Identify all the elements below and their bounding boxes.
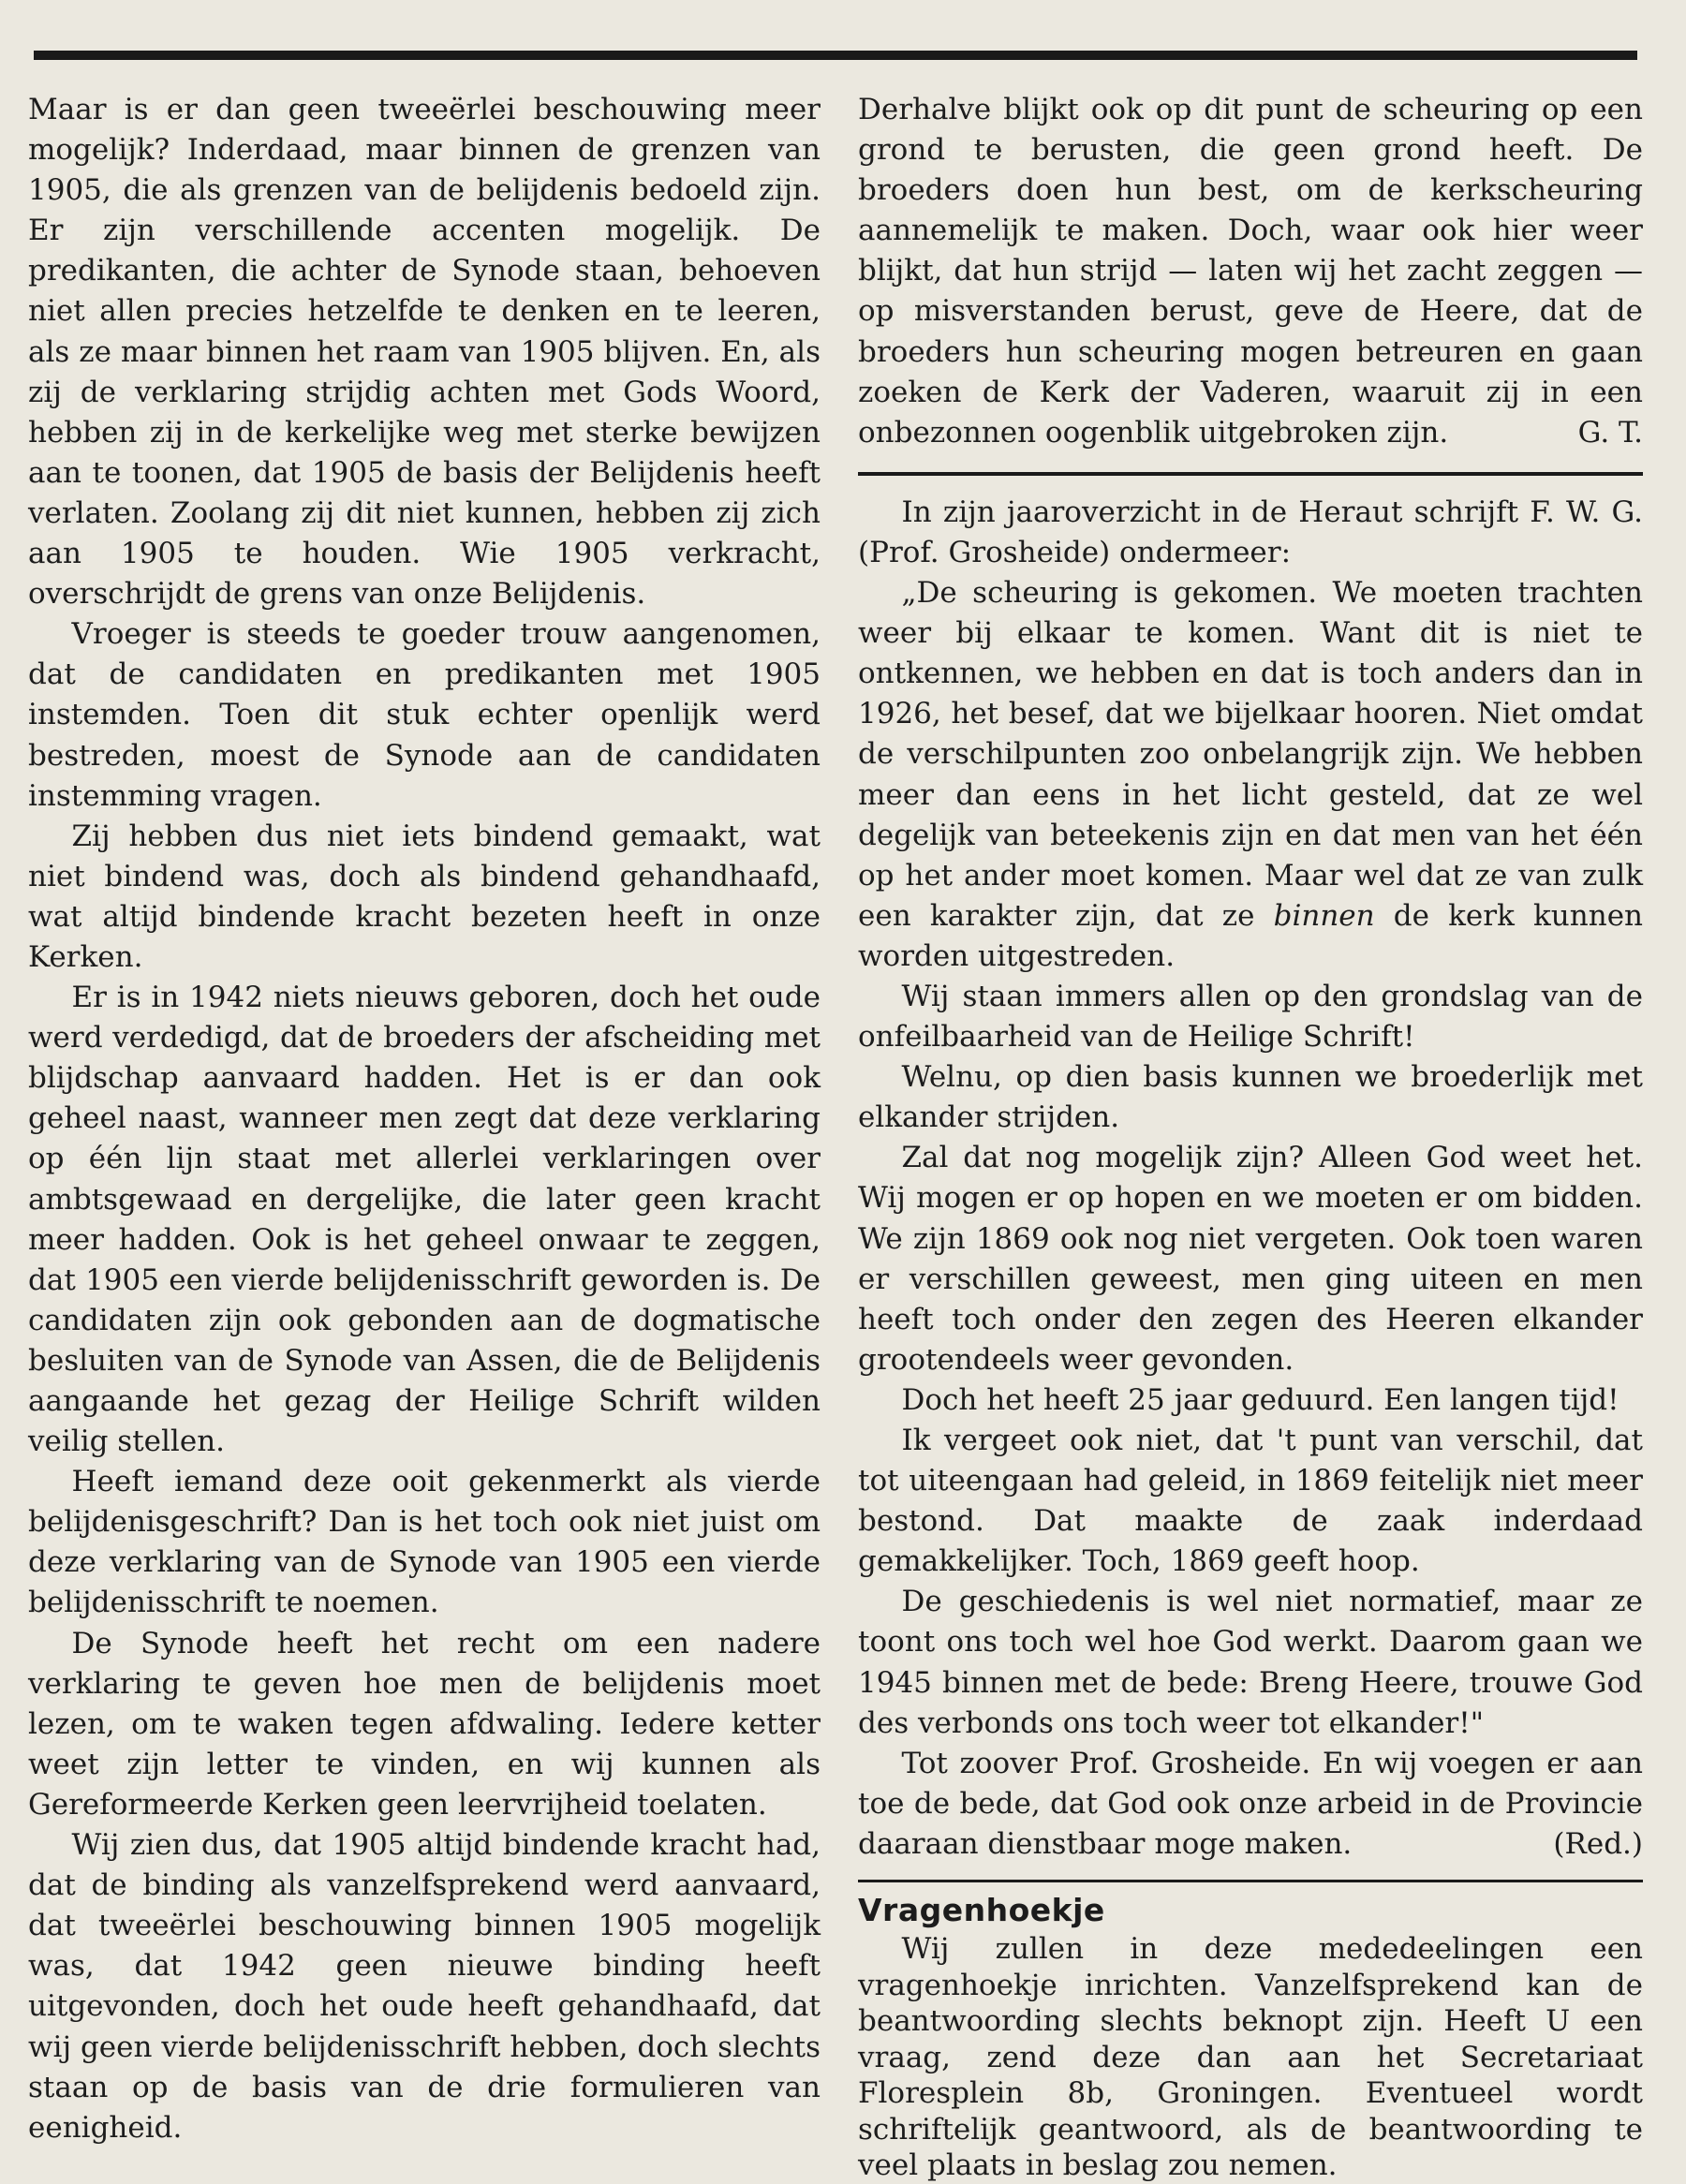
quote-text-tail: de kerk kunnen worden uitgestreden.	[858, 898, 1644, 973]
section-divider	[858, 1880, 1643, 1882]
paragraph	[858, 1744, 1643, 1865]
paragraph: Er is in 1942 niets nieuws geboren, doch het oude werd verdedigd, dat de broeders der afscheiding met blijdschap aanvaard hadden. Het is er dan ook geheel naast, wanneer men zegt dat deze verklaring op één lijn staat met allerlei verklaringen over ambtsgewaad en dergelijke, die later geen kracht meer hadden. Ook is het geheel onwaar te zeggen, dat 1905 een vierde belijdenisschrift geworden is. De candidaten zijn ook gebonden aan de dogmatische besluiten van de Synode van Assen, die de Belijdenis aangaande het gezag der Heilige Schrift wilden veilig stellen.	[28, 981, 821, 1459]
paragraph: Heeft iemand deze ooit gekenmerkt als vierde belijdenisgeschrift? Dan is het toch ook niet juist om deze verklaring van de Synode van 1905 een vierde belijdenisschrift te noemen.	[28, 1465, 821, 1620]
quote-paragraph: De geschiedenis is wel niet normatief, maar ze toont ons toch wel hoe God werkt. Daarom gaan we 1945 binnen met de bede: Breng Heere, trouwe God des verbonds ons toch weer tot elkander!"	[858, 1585, 1643, 1740]
right-column	[858, 90, 1643, 2184]
paragraph-text: Derhalve blijkt ook op dit punt de scheuring op een grond te berusten, die geen grond heeft. De broeders doen hun best, om de kerkscheuring aannemelijk te maken. Doch, waar ook hier weer blijkt, dat hun strijd — laten wij het zacht zeggen — op misverstanden berust, geve de Heere, dat de broeders hun scheuring mogen betreuren en gaan zoeken de Kerk der Vaderen, waaruit zij in een onbezonnen oogenblik uitgebroken zijn.	[858, 93, 1643, 450]
paragraph: Vroeger is steeds te goeder trouw aangenomen, dat de candidaten en predikanten met 1905 instemden. Toen dit stuk echter openlijk werd bestreden, moest de Synode aan de candidaten instemming vragen.	[28, 617, 821, 813]
quote-paragraph: Welnu, op dien basis kunnen we broederlijk met elkander strijden.	[858, 1060, 1643, 1135]
paragraph: In zijn jaaroverzicht in de Heraut schrijft F. W. G. (Prof. Grosheide) ondermeer:	[858, 494, 1643, 569]
paragraph-text: Tot zoover Prof. Grosheide. En wij voegen er aan toe de bede, dat God ook onze arbeid in de Provincie daaraan dienstbaar moge maken.	[858, 1746, 1643, 1861]
paragraph	[858, 90, 1643, 453]
paragraph: Zij hebben dus niet iets bindend gemaakt, wat niet bindend was, doch als bindend gehandhaafd, wat altijd bindende kracht bezeten heeft in onze Kerken.	[28, 819, 821, 974]
quote-paragraph	[858, 573, 1643, 977]
left-column	[28, 90, 821, 2148]
paragraph: Wij zien dus, dat 1905 altijd bindende kracht had, dat de binding als vanzelfsprekend werd aanvaard, dat tweeërlei beschouwing binnen 1905 mogelijk was, dat 1942 geen nieuwe binding heeft uitgevonden, doch het oude heeft gehandhaafd, dat wij geen vierde belijdenisschrift hebben, doch slechts staan op de basis van de drie formulieren van eenigheid.	[28, 1828, 821, 2145]
quote-text: „De scheuring is gekomen. We moeten trachten weer bij elkaar te komen. Want dit is niet te ontkennen, we hebben en dat is toch anders dan in 1926, het besef, dat we bijelkaar hooren. Niet omdat de verschilpunten zoo onbelangrijk zijn. We hebben meer dan eens in het licht gesteld, dat ze wel degelijk van beteekenis zijn en dat men van het één op het ander moet komen. Maar wel dat ze van zulk een karakter zijn, dat ze	[858, 576, 1643, 933]
quote-paragraph: Wij staan immers allen op den grondslag van de onfeilbaarheid van de Heilige Schrift!	[858, 979, 1643, 1055]
paragraph: Maar is er dan geen tweeërlei beschouwing meer mogelijk? Inderdaad, maar binnen de grenzen van 1905, die als grenzen van de belijdenis bedoeld zijn. Er zijn verschillende accenten mogelijk. De predikanten, die achter de Synode staan, behoeven niet allen precies hetzelfde te denken en te leeren, als ze maar binnen het raam van 1905 blijven. En, als zij de verklaring strijdig achten met Gods Woord, hebben zij in de kerkelijke weg met sterke bewijzen aan te toonen, dat 1905 de basis der Belijdenis heeft verlaten. Zoolang zij dit niet kunnen, hebben zij zich aan 1905 te houden. Wie 1905 verkracht, overschrijdt de grens van onze Belijdenis.	[28, 93, 821, 612]
top-rule	[34, 51, 1637, 60]
section-divider	[858, 472, 1643, 476]
editor-signature: (Red.)	[1553, 1826, 1643, 1861]
author-signature: G. T.	[1577, 415, 1643, 450]
quote-paragraph: Zal dat nog mogelijk zijn? Alleen God weet het. Wij mogen er op hopen en we moeten er om bidden. We zijn 1869 ook nog niet vergeten. Ook toen waren er verschillen geweest, men ging uiteen en men heeft toch onder den zegen des Heeren elkander grootendeels weer gevonden.	[858, 1141, 1643, 1377]
emphasis-text: binnen	[1273, 898, 1375, 933]
quote-paragraph: Ik vergeet ook niet, dat 't punt van verschil, dat tot uiteengaan had geleid, in 1869 feitelijk niet meer bestond. Dat maakte de zaak inderdaad gemakkelijker. Toch, 1869 geeft hoop.	[858, 1424, 1643, 1579]
section-heading: Vragenhoekje	[858, 1892, 1105, 1929]
quote-paragraph: Doch het heeft 25 jaar geduurd. Een langen tijd!	[901, 1382, 1619, 1417]
paragraph: De Synode heeft het recht om een nadere verklaring te geven hoe men de belijdenis moet lezen, om te waken tegen afdwaling. Iedere ketter weet zijn letter te vinden, en wij kunnen als Gereformeerde Kerken geen leervrijheid toelaten.	[28, 1626, 821, 1822]
paragraph: Wij zullen in deze mededeelingen een vragenhoekje inrichten. Vanzelfsprekend kan de beantwoording slechts beknopt zijn. Heeft U een vraag, zend deze dan aan het Secretariaat Floresplein 8b, Groningen. Eventueel wordt schriftelijk geantwoord, als de beantwoording te veel plaats in beslag zou nemen.	[858, 1932, 1643, 2183]
